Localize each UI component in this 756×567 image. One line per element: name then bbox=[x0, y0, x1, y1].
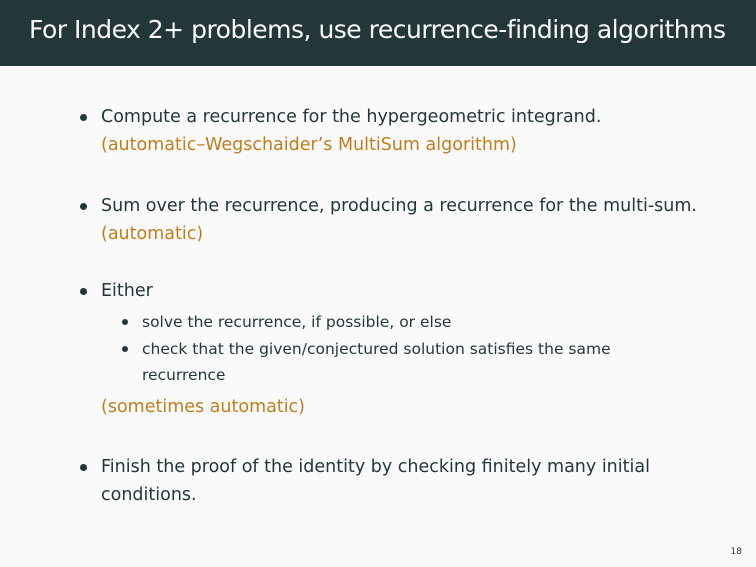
bullet-item-finish-proof bbox=[80, 453, 650, 509]
either-note bbox=[80, 393, 305, 421]
sub-bullet-dot-icon bbox=[122, 319, 128, 325]
bullet-note: (automatic–Wegschaider’s MultiSum algorithm) bbox=[101, 135, 517, 155]
sub-item-check-solution bbox=[122, 336, 611, 388]
bullet-text-continued: conditions. bbox=[101, 485, 197, 505]
bullet-item-compute-recurrence bbox=[80, 103, 601, 159]
bullet-item-either bbox=[80, 277, 153, 305]
bullet-dot-icon bbox=[80, 114, 87, 121]
bullet-note: (sometimes automatic) bbox=[101, 397, 306, 417]
slide-title: For Index 2+ problems, use recurrence-finding algorithms bbox=[29, 15, 726, 44]
bullet-text: Sum over the recurrence, producing a recurrence for the multi-sum. bbox=[101, 196, 697, 216]
bullet-text: Finish the proof of the identity by checking finitely many initial bbox=[101, 457, 650, 477]
bullet-text: Compute a recurrence for the hypergeometric integrand. bbox=[101, 107, 602, 127]
slide-title-bar bbox=[0, 0, 756, 66]
bullet-text: Either bbox=[101, 281, 153, 301]
sub-bullet-dot-icon bbox=[122, 346, 128, 352]
bullet-dot-icon bbox=[80, 288, 87, 295]
bullet-note: (automatic) bbox=[101, 224, 204, 244]
bullet-dot-icon bbox=[80, 203, 87, 210]
page-number: 18 bbox=[730, 547, 742, 557]
sub-item-solve-recurrence bbox=[122, 309, 451, 335]
sub-item-text: check that the given/conjectured solution satisfies the same bbox=[142, 340, 611, 358]
sub-item-text: solve the recurrence, if possible, or else bbox=[142, 313, 452, 331]
bullet-item-sum-over-recurrence bbox=[80, 192, 697, 248]
bullet-dot-icon bbox=[80, 464, 87, 471]
sub-item-text-continued: recurrence bbox=[142, 366, 226, 384]
slide-content bbox=[0, 66, 756, 567]
